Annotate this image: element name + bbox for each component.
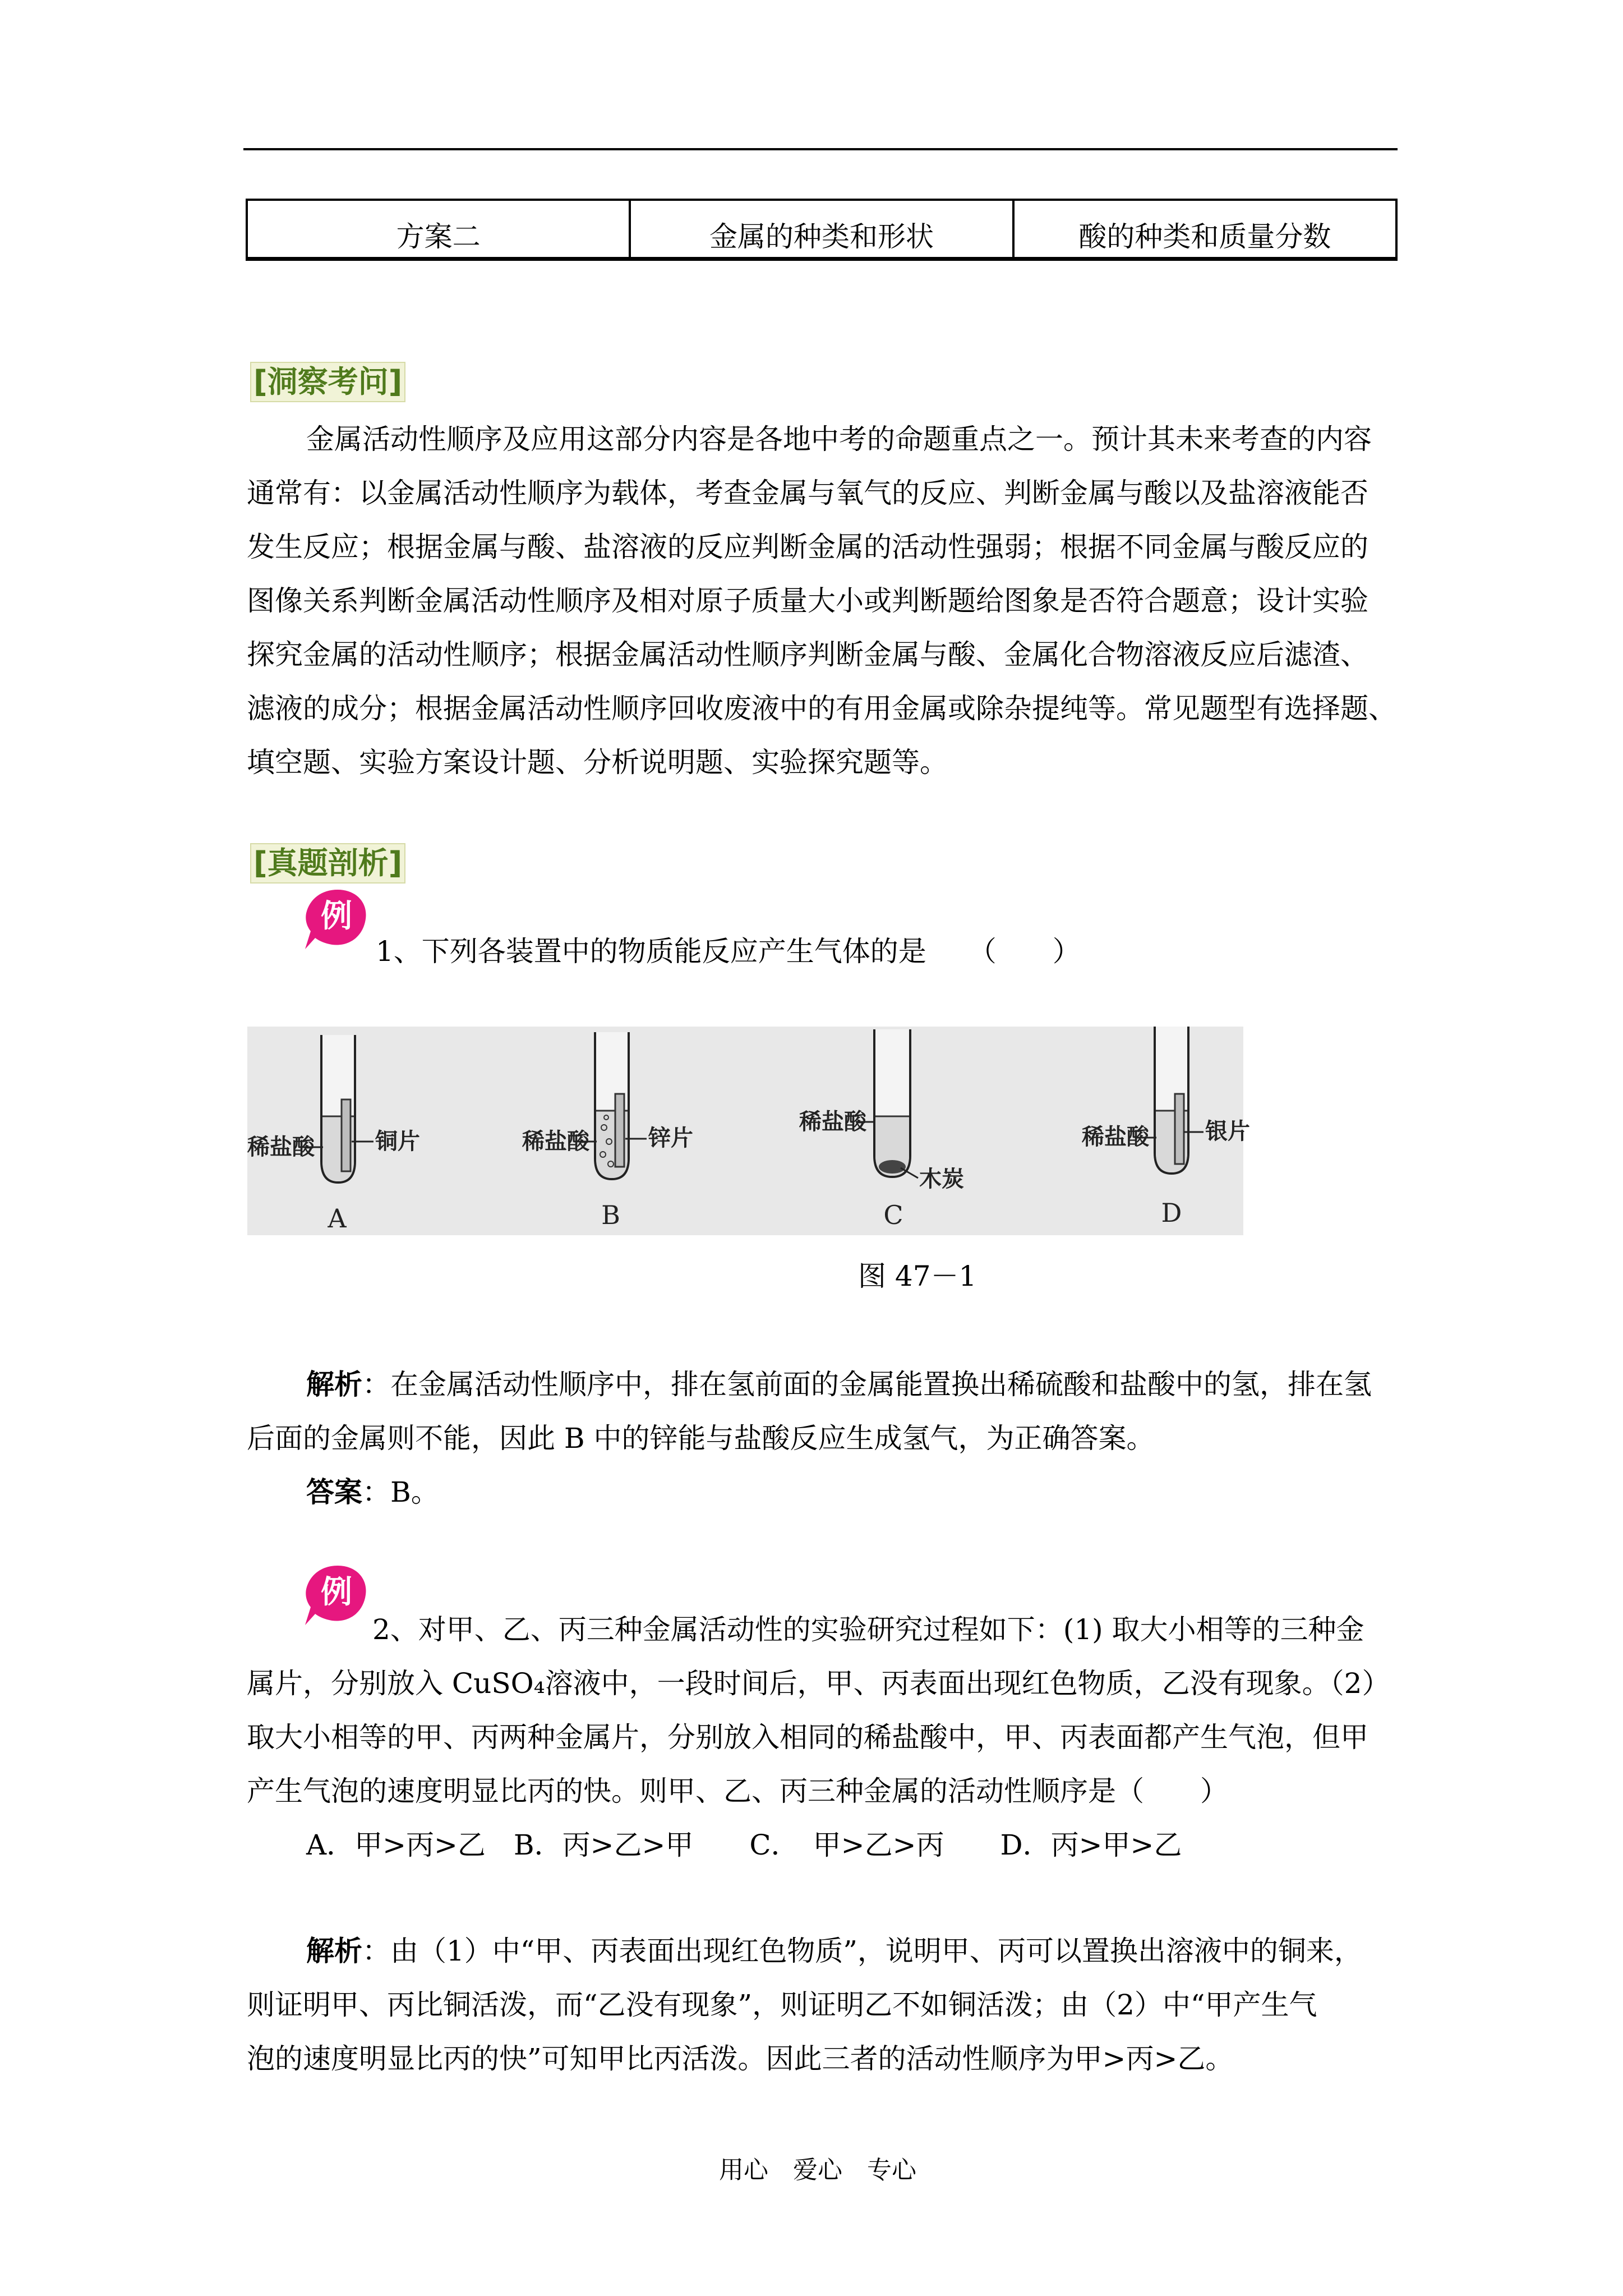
text-line: 取大小相等的甲、丙两种金属片，分别放入相同的稀盐酸中，甲、丙表面都产生气泡，但甲 xyxy=(247,1721,1368,1754)
text-line: 发生反应；根据金属与酸、盐溶液的反应判断金属的活动性强弱；根据不同金属与酸反应的 xyxy=(247,531,1368,563)
answer-text: ：B。 xyxy=(362,1476,439,1508)
tube-b xyxy=(522,1032,693,1230)
table-cell: 方案二 xyxy=(247,200,630,259)
badge-label: 例 xyxy=(321,898,352,935)
tube-left-label: 稀盐酸 xyxy=(247,1134,315,1160)
tube-letter: A xyxy=(328,1203,347,1234)
section-tag-insight: [洞察考问] xyxy=(250,362,405,402)
tube-right-label: 银片 xyxy=(1205,1119,1250,1144)
analysis-label: 解析 xyxy=(306,1935,362,1967)
tube-d xyxy=(1081,1027,1250,1228)
analysis-text: ：在金属活动性顺序中，排在氢前面的金属能置换出稀硫酸和盐酸中的氢，排在氢 xyxy=(362,1368,1372,1401)
text-line: 滤液的成分；根据金属活动性顺序回收废液中的有用金属或除杂提纯等。常见题型有选择题、 xyxy=(247,692,1396,725)
insight-paragraph xyxy=(247,412,1398,789)
tube-right-label: 锌片 xyxy=(648,1125,693,1151)
text-line: 属片，分别放入 CuSO₄溶液中，一段时间后，甲、丙表面出现红色物质，乙没有现象。（2） xyxy=(247,1667,1390,1700)
analysis-label: 解析 xyxy=(306,1368,362,1401)
tube-letter: D xyxy=(1161,1198,1182,1228)
analysis-2 xyxy=(247,1924,1398,2086)
text-line: 后面的金属则不能，因此 B 中的锌能与盐酸反应生成氢气，为正确答案。 xyxy=(247,1422,1155,1455)
figure-caption: 图 47－1 xyxy=(858,1260,977,1292)
example-badge-icon xyxy=(303,886,370,954)
test-tube-figure xyxy=(247,1027,1250,1235)
test-tube-drawing xyxy=(247,1027,1250,1235)
tube-left-label: 稀盐酸 xyxy=(522,1129,589,1154)
section-tag-analysis: [真题剖析] xyxy=(250,843,405,884)
tube-c xyxy=(799,1029,964,1230)
page-footer: 用心 爱心 专心 xyxy=(719,2156,916,2184)
text-line: 金属活动性顺序及应用这部分内容是各地中考的命题重点之一。预计其未来考查的内容 xyxy=(306,423,1372,455)
tube-letter: B xyxy=(601,1200,620,1230)
badge-label: 例 xyxy=(321,1574,352,1611)
text-line xyxy=(247,1924,1398,1978)
tube-right-label: 木炭 xyxy=(919,1166,964,1192)
tube-right-label: 铜片 xyxy=(375,1129,420,1154)
text-line xyxy=(247,1358,1398,1411)
analysis-1 xyxy=(247,1358,1398,1519)
answer-label: 答案 xyxy=(306,1476,362,1508)
table-cell: 酸的种类和质量分数 xyxy=(1013,200,1396,259)
answer-line xyxy=(247,1465,1398,1519)
tube-letter: C xyxy=(883,1200,903,1230)
header-rule xyxy=(243,148,1398,150)
tube-a xyxy=(247,1035,420,1234)
text-line: 泡的速度明显比丙的快”可知甲比丙活泼。因此三者的活动性顺序为甲>丙>乙。 xyxy=(247,2042,1234,2075)
question-2 xyxy=(247,1603,1398,1872)
text-line: 2、对甲、乙、丙三种金属活动性的实验研究过程如下：(1) 取大小相等的三种金 xyxy=(372,1613,1364,1646)
table-cell: 金属的种类和形状 xyxy=(630,200,1013,259)
text-line: 则证明甲、丙比铜活泼，而“乙没有现象”，则证明乙不如铜活泼；由（2）中“甲产生气 xyxy=(247,1989,1317,2021)
table-row xyxy=(247,200,1396,259)
question-1: 1、下列各装置中的物质能反应产生气体的是 （ ） xyxy=(376,935,1081,968)
tube-left-label: 稀盐酸 xyxy=(1082,1124,1149,1150)
text-line: 产生气泡的速度明显比丙的快。则甲、乙、丙三种金属的活动性顺序是（ ） xyxy=(247,1775,1228,1807)
text-line: 探究金属的活动性顺序；根据金属活动性顺序判断金属与酸、金属化合物溶液反应后滤渣、 xyxy=(247,638,1368,671)
analysis-text: ：由（1）中“甲、丙表面出现红色物质”，说明甲、丙可以置换出溶液中的铜来， xyxy=(362,1935,1362,1967)
scheme-table xyxy=(246,199,1398,261)
text-line: 通常有：以金属活动性顺序为载体，考查金属与氧气的反应、判断金属与酸以及盐溶液能否 xyxy=(247,477,1368,509)
text-line: 图像关系判断金属活动性顺序及相对原子质量大小或判断题给图象是否符合题意；设计实验 xyxy=(247,585,1368,617)
tube-left-label: 稀盐酸 xyxy=(799,1109,866,1135)
text-line: 填空题、实验方案设计题、分析说明题、实验探究题等。 xyxy=(247,746,948,779)
options-line: A．甲>丙>乙 B．丙>乙>甲 C． 甲>乙>丙 D．丙>甲>乙 xyxy=(306,1829,1182,1861)
